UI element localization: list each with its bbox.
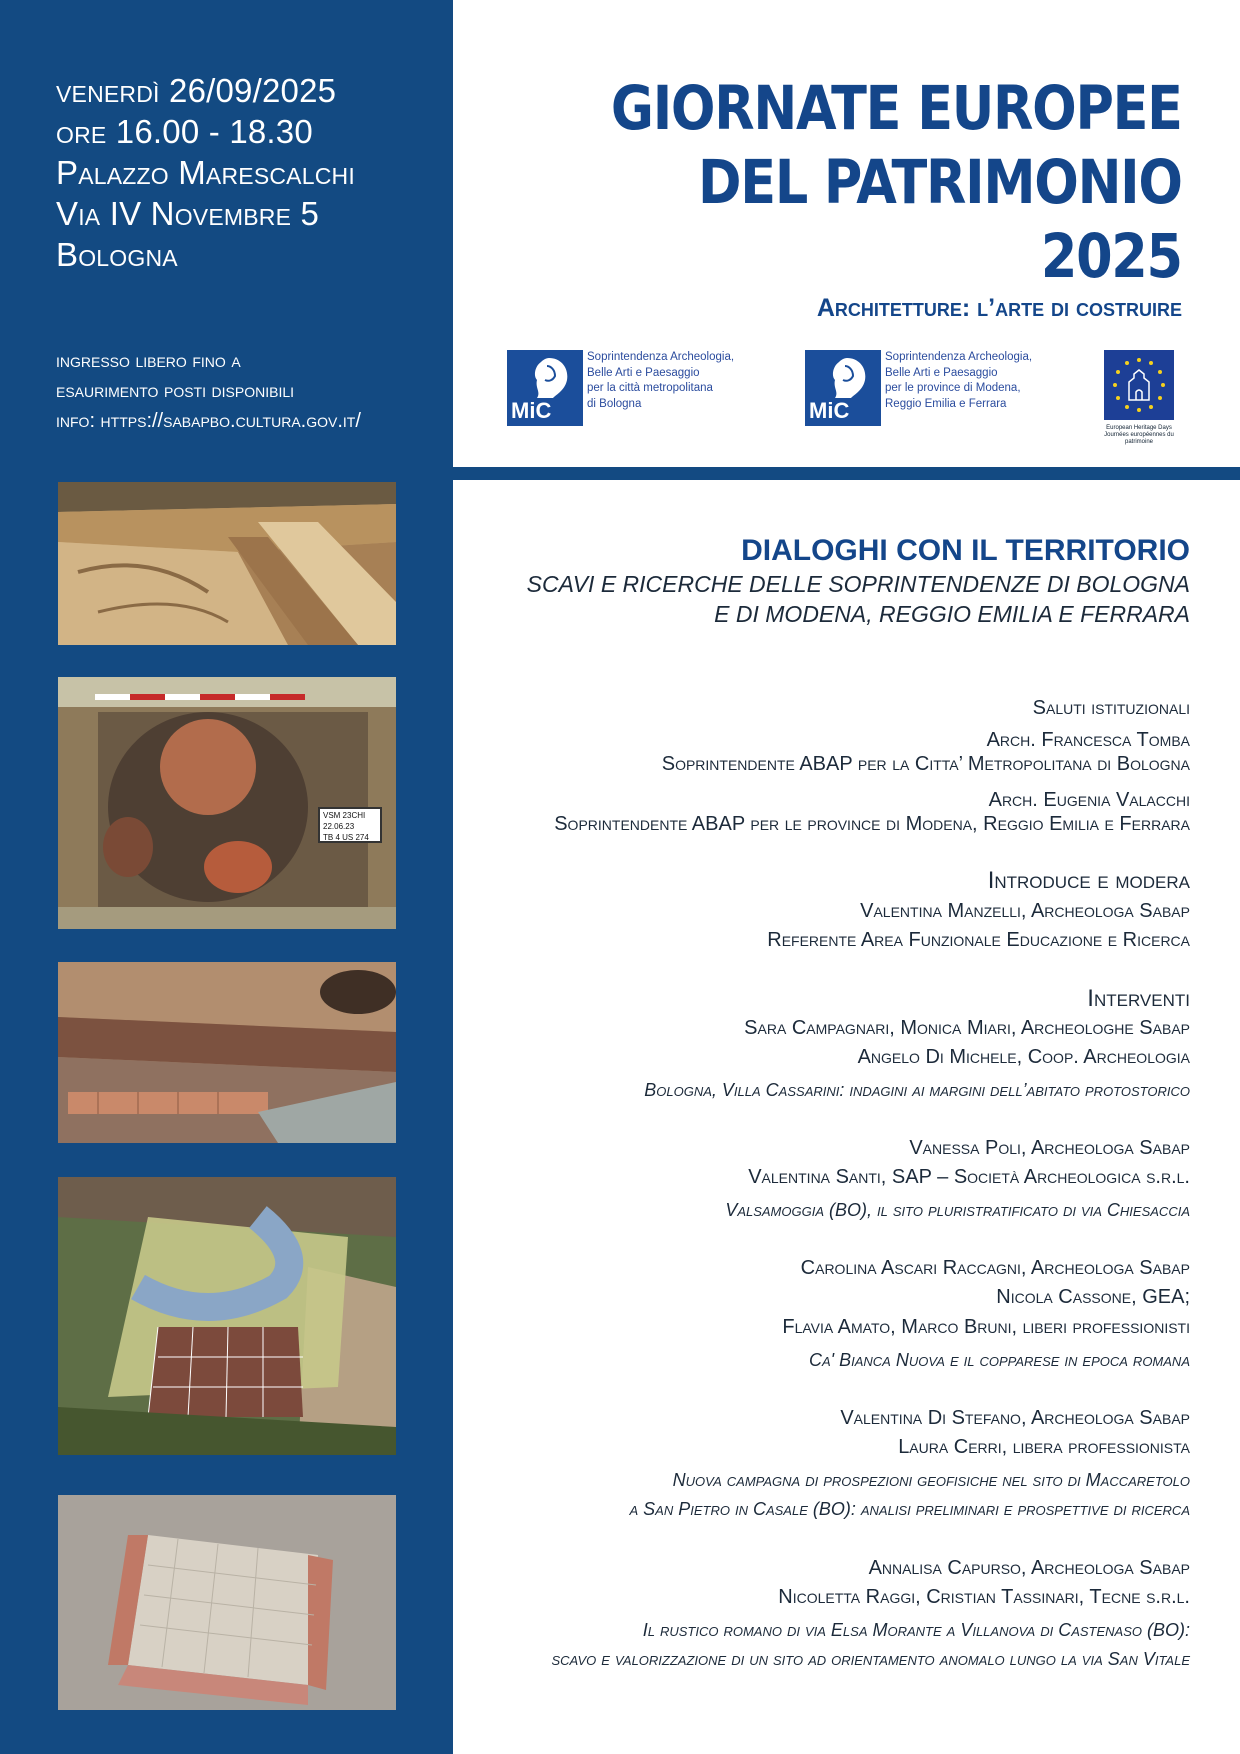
section-subtitle: SCAVI E RICERCHE DELLE SOPRINTENDENZE DI BOLOGNA E DI MODENA, REGGIO EMILIA E FERRARA [526,571,1190,627]
logo-sabap-modena-text: Soprintendenza Archeologia, Belle Arti e Paesaggio per le province di Modena, Reggio Emilia e Ferrara [885,351,1033,410]
talk-speakers: Flavia Amato, Marco Bruni, liberi professionisti [782,1316,1190,1338]
talk-title: Bologna, Villa Cassarini: indagini ai margini dell’abitato protostorico [644,1080,1190,1100]
access-info [56,346,361,436]
mic-logo-icon: MiC [507,350,583,426]
speaker-role: Soprintendente ABAP per la Citta’ Metropolitana di Bologna [661,753,1190,775]
event-info [56,70,355,275]
talk-speakers: Vanessa Poli, Archeologa Sabap [909,1137,1190,1159]
talk-title: a San Pietro in Casale (BO): analisi preliminari e prospettive di ricerca [629,1499,1190,1519]
excavation-photo-mosaic [58,1495,396,1710]
event-venue: Palazzo Marescalchi [56,154,355,191]
talks-heading: Interventi [1087,985,1190,1012]
title-line-2: DEL PATRIMONIO [698,147,1182,218]
talk-speakers: Angelo Di Michele, Coop. Archeologia [857,1046,1190,1068]
header-divider [453,467,1240,480]
speaker-name: Arch. Francesca Tomba [986,729,1190,751]
talk-speakers: Valentina Di Stefano, Archeologa Sabap [840,1407,1190,1429]
talk-speakers: Sara Campagnari, Monica Miari, Archeologhe Sabap [744,1017,1190,1039]
talk-speakers: Valentina Santi, SAP – Società Archeologica s.r.l. [748,1166,1190,1188]
page-title [611,72,1182,294]
talk-title: Ca' Bianca Nuova e il copparese in epoca romana [808,1350,1190,1370]
access-line-1: ingresso libero fino a [56,350,241,372]
title-line-1: GIORNATE EUROPEE [611,73,1182,144]
excavation-photo-foundation [58,962,396,1143]
european-heritage-days-logo [1104,350,1174,446]
event-address: Via IV Novembre 5 [56,195,320,232]
mic-logo-icon: MiC [805,350,881,426]
event-time: ore 16.00 - 18.30 [56,113,313,150]
logo-sabap-bologna [507,350,734,426]
talk-speakers: Laura Cerri, libera professionista [898,1436,1190,1458]
logo-sabap-bologna-text: Soprintendenza Archeologia, Belle Arti e Paesaggio per la città metropolitana di Bologna [587,351,735,410]
access-line-2: esaurimento posti disponibili [56,380,295,402]
moderator-role: Referente Area Funzionale Educazione e Ricerca [767,929,1190,951]
talk-title: scavo e valorizzazione di un sito ad orientamento anomalo lungo la via San Vitale [551,1649,1190,1669]
moderator-name: Valentina Manzelli, Archeologa Sabap [860,900,1190,922]
photo-tag: VSM 23CHI 22.06.23 TB 4 US 274 [318,807,382,843]
speaker-name: Arch. Eugenia Valacchi [988,789,1190,811]
greetings-heading: Saluti istituzionali [1032,697,1190,719]
intro-heading: Introduce e modera [987,867,1190,894]
logo-sabap-modena [805,350,1032,426]
talk-speakers: Annalisa Capurso, Archeologa Sabap [868,1557,1190,1579]
aerial-survey-photo [58,1177,396,1455]
talk-speakers: Carolina Ascari Raccagni, Archeologa Sabap [800,1257,1190,1279]
section-title: DIALOGHI CON IL TERRITORIO [741,534,1190,567]
title-line-3: 2025 [1041,221,1182,292]
talk-title: Valsamoggia (BO), il sito pluristratificato di via Chiesaccia [725,1200,1190,1220]
talk-speakers: Nicola Cassone, GEA; [996,1286,1190,1308]
event-city: Bologna [56,236,178,273]
excavation-photo-pit [58,677,396,929]
eu-logo-caption-fr: Journées européennes du patrimoine [1104,432,1174,445]
event-date: venerdì 26/09/2025 [56,72,337,109]
eu-logo-caption: European Heritage Days [1106,425,1172,431]
page-subtitle: Architetture: l’arte di costruire [816,294,1182,322]
excavation-photo-trench [58,482,396,645]
eu-flag-icon [1104,350,1174,420]
talk-speakers: Nicoletta Raggi, Cristian Tassinari, Tecne s.r.l. [778,1586,1190,1608]
access-line-3-info-link[interactable]: info: https://sabapbo.cultura.gov.it/ [56,410,361,432]
talk-title: Il rustico romano di via Elsa Morante a Villanova di Castenaso (BO): [642,1620,1190,1640]
talk-title: Nuova campagna di prospezioni geofisiche nel sito di Maccaretolo [672,1470,1190,1490]
speaker-role: Soprintendente ABAP per le province di Modena, Reggio Emilia e Ferrara [554,813,1190,835]
